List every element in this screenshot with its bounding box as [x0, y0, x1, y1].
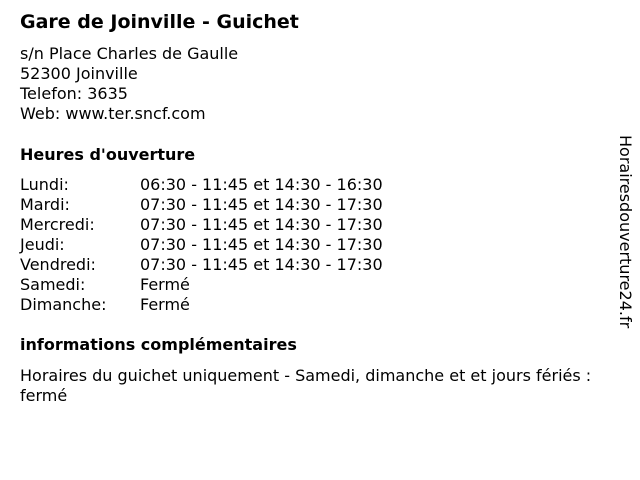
day-hours: 06:30 - 11:45 et 14:30 - 16:30 [140, 175, 383, 194]
day-hours: 07:30 - 11:45 et 14:30 - 17:30 [140, 215, 383, 234]
hours-row-sunday [20, 295, 383, 315]
address-street: s/n Place Charles de Gaulle [20, 44, 239, 63]
day-label: Mercredi: [20, 215, 95, 234]
site-watermark: Horairesdouverture24.fr [616, 135, 635, 329]
opening-hours-heading: Heures d'ouverture [20, 145, 196, 164]
website: Web: www.ter.sncf.com [20, 104, 206, 123]
day-label: Samedi: [20, 275, 86, 294]
day-hours: Fermé [140, 275, 190, 294]
hours-row-wednesday [20, 215, 383, 235]
hours-row-monday [20, 175, 383, 195]
address-block [20, 44, 238, 124]
day-label: Jeudi: [20, 235, 65, 254]
phone-number: Telefon: 3635 [20, 84, 128, 103]
day-label: Dimanche: [20, 295, 107, 314]
day-label: Mardi: [20, 195, 70, 214]
hours-row-saturday [20, 275, 383, 295]
additional-info-heading: informations complémentaires [20, 335, 297, 354]
page-title: Gare de Joinville - Guichet [20, 11, 299, 33]
opening-hours-table [20, 175, 383, 315]
day-hours: 07:30 - 11:45 et 14:30 - 17:30 [140, 235, 383, 254]
hours-row-friday [20, 255, 383, 275]
day-hours: Fermé [140, 295, 190, 314]
hours-row-thursday [20, 235, 383, 255]
day-label: Vendredi: [20, 255, 96, 274]
day-hours: 07:30 - 11:45 et 14:30 - 17:30 [140, 255, 383, 274]
address-city: 52300 Joinville [20, 64, 138, 83]
day-label: Lundi: [20, 175, 69, 194]
additional-info-text: Horaires du guichet uniquement - Samedi, dimanche et et jours fériés : fermé [20, 366, 592, 405]
hours-row-tuesday [20, 195, 383, 215]
day-hours: 07:30 - 11:45 et 14:30 - 17:30 [140, 195, 383, 214]
